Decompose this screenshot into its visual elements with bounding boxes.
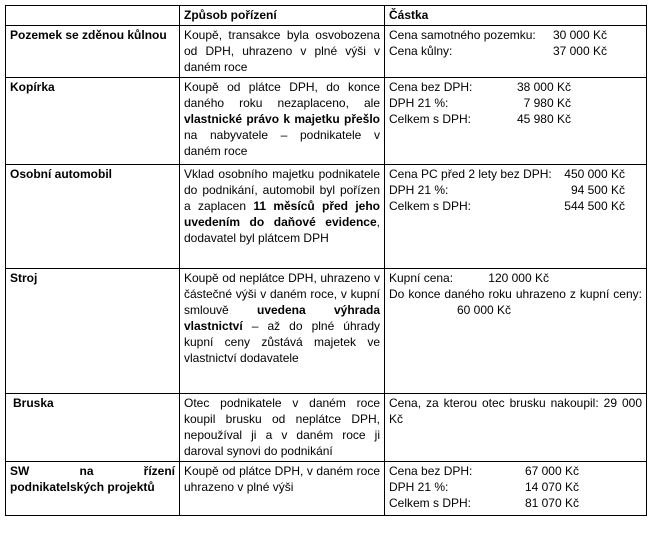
table-header-row [6,6,647,26]
item-name: Bruska [6,394,180,462]
amount-cell [385,26,647,78]
method-text: Otec podnikatele v daném roce koupil brusku od neplátce DPH, nepoužíval ji a v daném roce ji daroval synovi do podnikání [184,396,380,458]
amount-label: DPH 21 %: [389,96,449,110]
table-row [6,165,647,269]
method-text: Koupě, transakce byla osvobozena od DPH, uhrazeno v plné výši v daném roce [184,28,380,74]
amount-cell [385,462,647,516]
amount-line: Cena kůlny: 37 000 Kč [389,44,607,58]
amount-label: DPH 21 %: [389,183,449,197]
header-amount: Částka [385,6,647,26]
amount-label: Cena bez DPH: [389,464,473,478]
amount-paid-text [389,286,642,318]
amount-value: 37 000 Kč [552,44,607,58]
item-name: Kopírka [6,78,180,165]
amount-value: 81 070 Kč [524,496,579,510]
header-item [6,6,180,26]
amount-line [389,166,642,182]
amount-line [389,495,642,511]
item-name: SW na řízení podnikatelských projektů [6,462,180,516]
amount-value: 38 000 Kč [516,80,571,94]
amount-line: Cena samotného pozemku: 30 000 Kč [389,28,607,42]
acquisition-method [180,462,385,516]
acquisition-method [180,26,385,78]
amount-label: Do konce daného roku uhrazeno z kupní ceny: [389,287,642,301]
method-text: na nabyvatele – podnikatele v daném roce [184,128,380,158]
item-name: Stroj [6,269,180,394]
method-text: Koupě od plátce DPH, v daném roce uhrazeno v plné výši [184,464,380,494]
amount-line [389,270,642,286]
amount-line [389,479,642,495]
amount-line [389,198,642,214]
amount-cell [385,165,647,269]
table-row [6,269,647,394]
amount-text: Cena, za kterou otec brusku nakoupil: 29 000 Kč [389,396,642,426]
method-text-bold: 11 měsíců před jeho uvedením do daňové evidence [184,199,380,229]
method-text-bold: vlastnické právo k majetku přešlo [184,112,380,126]
amount-line [389,79,642,95]
amount-label: Celkem s DPH: [389,112,472,126]
amount-value: 30 000 Kč [552,28,607,42]
amount-line [389,95,642,111]
method-text-bold: uvedena výhrada vlastnictví [184,303,380,333]
method-text: Koupě od plátce DPH, do konce daného roku nezaplaceno, ale [184,80,380,110]
amount-label: Kupní cena: [389,271,454,285]
amount-cell [385,394,647,462]
acquisition-method [180,269,385,394]
amount-label: Cena bez DPH: [389,80,473,94]
method-text: , dodavatel byl plátcem DPH [184,215,380,245]
amount-value: 544 500 Kč [564,199,625,213]
amount-value: 14 070 Kč [524,480,579,494]
amount-value: 60 000 Kč [457,303,512,317]
amount-value: 450 000 Kč [564,167,625,181]
method-text: Vklad osobního majetku podnikatele do podnikání, automobil byl pořízen a zaplacen [184,167,380,213]
acquisition-method [180,165,385,269]
acquisition-method [180,78,385,165]
amount-cell [385,78,647,165]
table-row [6,462,647,516]
amount-line [389,111,642,127]
amount-value: 7 980 Kč [523,96,571,110]
method-text: – až do plné úhrady kupní ceny zůstává majetek ve vlastnictví dodavatele [184,319,380,365]
table-row [6,394,647,462]
amount-value: 67 000 Kč [524,464,579,478]
table-row [6,26,647,78]
amount-line [389,182,642,198]
amount-label: Celkem s DPH: [389,496,472,510]
item-name: Pozemek se zděnou kůlnou [6,26,180,78]
amount-value: 120 000 Kč [488,271,549,285]
amount-cell [385,269,647,394]
amount-label: DPH 21 %: [389,480,449,494]
amount-label: Cena PC před 2 lety bez DPH: [389,167,552,181]
amount-label: Celkem s DPH: [389,199,472,213]
item-name: Osobní automobil [6,165,180,269]
amount-line [389,463,642,479]
amount-value: 94 500 Kč [570,183,625,197]
method-text: Koupě od neplátce DPH, uhrazeno v částečné výši v daném roce, v kupní smlouvě [184,271,380,317]
table-row [6,78,647,165]
acquisition-method [180,394,385,462]
header-method: Způsob pořízení [180,6,385,26]
amount-value: 45 980 Kč [516,112,571,126]
asset-acquisition-table [5,5,647,516]
